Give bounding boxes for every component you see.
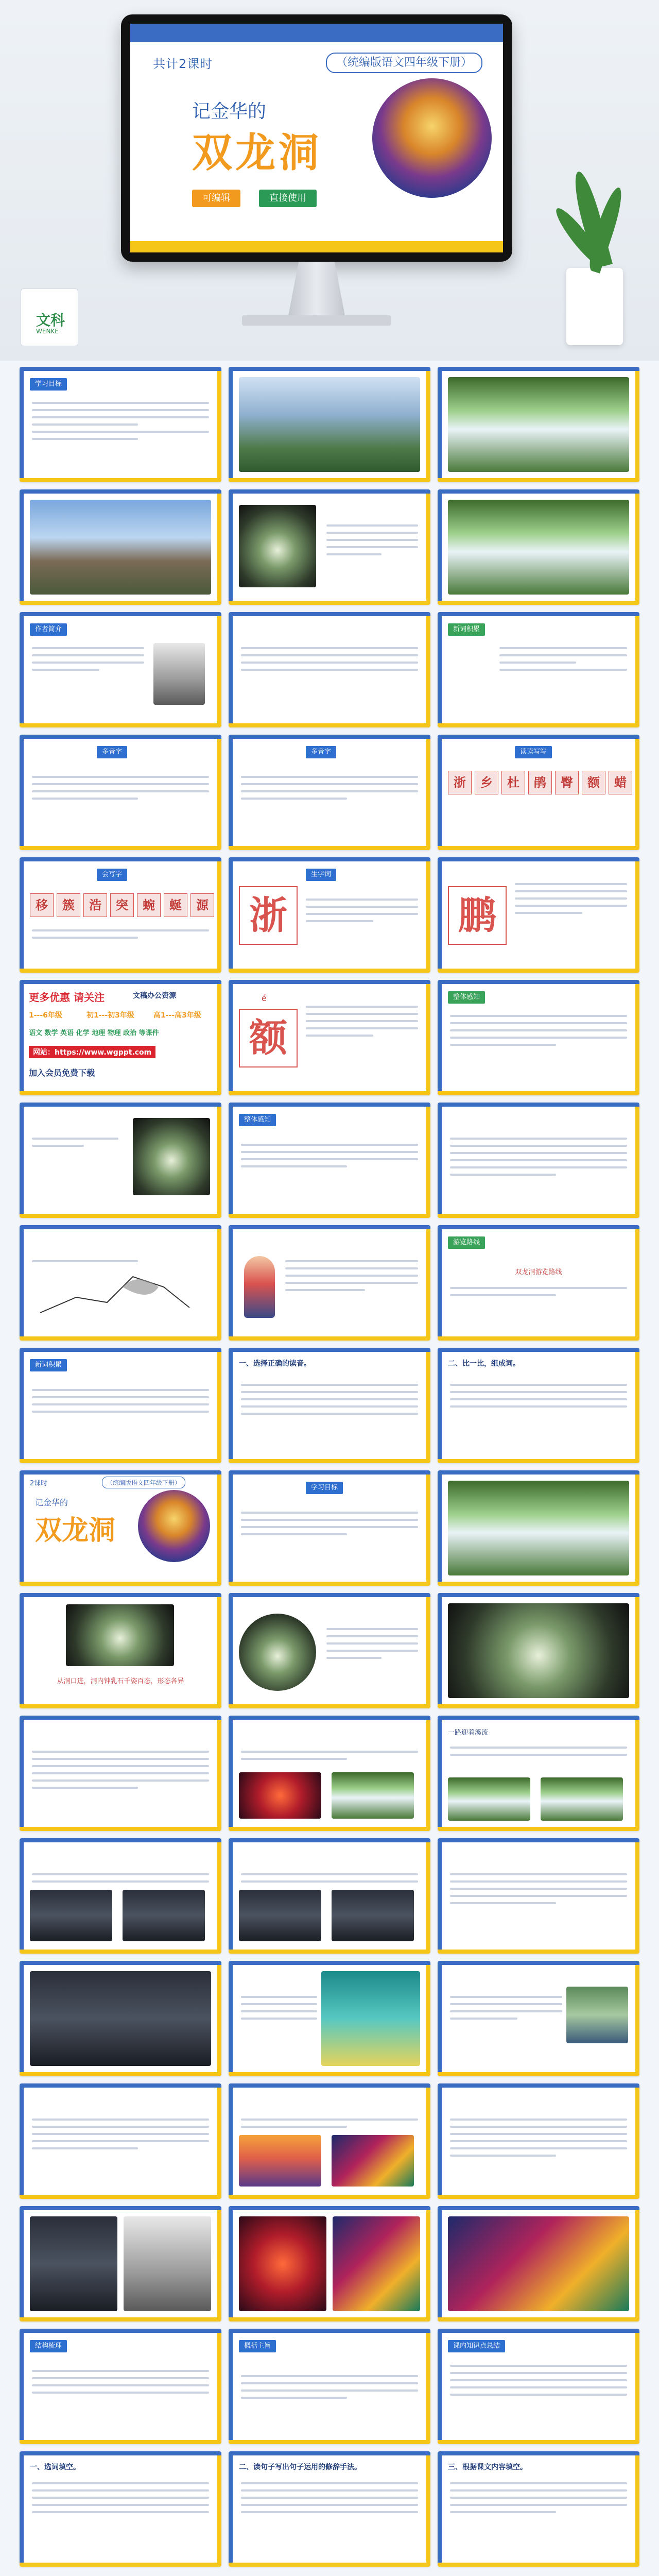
promo-title: 更多优惠 请关注 (29, 991, 105, 1004)
neon-cave-photo-1 (239, 2216, 326, 2311)
stream-photo (332, 1772, 414, 1819)
stalactite-photo-2 (124, 2216, 211, 2311)
section2-title: 二、比一比，组成词。 (448, 1360, 520, 1368)
char-cell: 突 (110, 893, 134, 917)
grade-primary: 1---6年级 (29, 1011, 62, 1020)
tag-learning-goal: 学习目标 (30, 378, 67, 391)
slide-cave-outer[interactable] (229, 1593, 430, 1708)
slide-boat-tunnel[interactable] (20, 1961, 221, 2076)
outer-cave-photo-3 (239, 1890, 321, 1941)
slide-cave-entrance[interactable] (20, 1593, 221, 1708)
slide-exercise-1[interactable] (20, 2451, 221, 2567)
lesson2-label: 2课时 (30, 1480, 48, 1487)
hero-section (0, 0, 659, 361)
exercise1-title: 一、选词填空。 (30, 2463, 80, 2471)
slide-text-analysis[interactable] (438, 1103, 639, 1218)
outer-cave-photo-4 (332, 1890, 414, 1941)
slide-text-2[interactable] (438, 1838, 639, 1954)
neon-cave-photo-2 (333, 2216, 420, 2311)
cover-top-bar (130, 24, 503, 42)
inner-cave-photo-2 (332, 2135, 414, 2187)
char-row (448, 771, 632, 794)
slide-char-peng[interactable] (438, 857, 639, 973)
char-row (30, 893, 214, 917)
lesson2-cave-photo (138, 1490, 210, 1562)
slide-word-groups[interactable] (20, 1348, 221, 1463)
read-line: 一路迎着溪流 (448, 1729, 489, 1737)
tag-polyphone-2: 多音字 (306, 746, 336, 758)
slide-outer-cave[interactable] (20, 1838, 221, 1954)
section1-title: 一、选择正确的读音。 (239, 1360, 311, 1368)
cover-bottom-bar (130, 241, 503, 252)
slide-learning-goal[interactable] (20, 367, 221, 482)
char-cell: 浩 (83, 893, 107, 917)
tag-char-words: 生字词 (306, 869, 336, 881)
azalea-photo (239, 1772, 321, 1819)
char-cell: 蜿 (137, 893, 161, 917)
slide-boat-ride[interactable] (229, 1961, 430, 2076)
outer-cave-photo-1 (30, 1890, 112, 1941)
exercise3-title: 三、根据课文内容填空。 (448, 2463, 527, 2471)
slide-inner-cave[interactable] (229, 2083, 430, 2199)
slide-text-1[interactable] (20, 1716, 221, 1831)
cave-cross-section (35, 1266, 200, 1323)
big-char-zhe: 浙 (239, 886, 298, 945)
char-cell: 簇 (57, 893, 80, 917)
stream-photo (448, 500, 629, 595)
grade-junior: 初1---初3年级 (86, 1011, 134, 1020)
cave-entrance-photo (66, 1604, 174, 1666)
cover-title: 双龙洞 (192, 130, 322, 176)
slide-photo-mountain[interactable] (229, 367, 430, 482)
tag-word: 新词积累 (448, 623, 485, 636)
char-cell: 鹃 (528, 771, 552, 794)
slide-teacher[interactable] (229, 1225, 430, 1341)
slide-diagram[interactable] (20, 1225, 221, 1341)
tag-groups: 新词积累 (30, 1359, 67, 1371)
lesson2-title: 双龙洞 (35, 1515, 116, 1546)
monitor (121, 14, 512, 262)
slide-choose-pronunciation[interactable] (229, 1348, 430, 1463)
slide-outer-cave-2[interactable] (229, 1838, 430, 1954)
monitor-stand (281, 262, 353, 318)
slide-char-e[interactable] (229, 980, 430, 1095)
grade-senior: 高1---高3年级 (153, 1011, 201, 1020)
promo-join[interactable]: 加入会员免费下载 (29, 1068, 95, 1078)
slide-knowledge[interactable] (438, 2329, 639, 2444)
slide-text-3[interactable] (20, 2083, 221, 2199)
tag-overview: 整体感知 (448, 991, 485, 1004)
slide-route-map[interactable] (20, 1103, 221, 1218)
slide-cave-intro[interactable] (229, 489, 430, 605)
edition-badge: （统编版语文四年级下册） (326, 53, 482, 73)
slide-polyphone-2[interactable] (229, 735, 430, 850)
promo-site-link[interactable]: 网站：https://www.wgppt.com (29, 1046, 155, 1058)
direct-use-button[interactable]: 直接使用 (259, 190, 317, 207)
stream-photo-2 (541, 1777, 623, 1821)
char-cell: 蜒 (164, 893, 187, 917)
char-cell: 源 (190, 893, 214, 917)
cave-photo (239, 505, 316, 587)
slide-stalactite[interactable] (20, 2206, 221, 2321)
slide-photo-cliff[interactable] (438, 1470, 639, 1586)
slide-neon-cave-wide[interactable] (438, 2206, 639, 2321)
plant-pot (566, 268, 623, 345)
inner-cave-photo-1 (239, 2135, 321, 2187)
route-center: 双龙洞游览路线 (515, 1268, 562, 1276)
tag-read: 读读写写 (515, 746, 552, 758)
slide-lesson2-cover[interactable] (20, 1470, 221, 1586)
slide-boat[interactable] (438, 1961, 639, 2076)
lesson-count: 共计2课时 (153, 57, 213, 71)
slide-write-chars[interactable] (20, 857, 221, 973)
slide-pinyin-words[interactable] (229, 612, 430, 727)
brand-logo-sub: WENKE (36, 328, 59, 335)
teacher-illustration (244, 1256, 275, 1318)
cover-subtitle: 记金华的 (192, 101, 267, 122)
slide-compare[interactable] (438, 1348, 639, 1463)
stalactite-photo-1 (30, 2216, 117, 2311)
tag-pattern: 课内知识点总结 (448, 2340, 505, 2352)
boat-tunnel-photo (30, 1971, 211, 2066)
tag-goal: 学习目标 (306, 1482, 343, 1494)
slide-char-zhe[interactable] (229, 857, 430, 973)
big-char-peng: 鹏 (448, 886, 507, 945)
cover-slide[interactable] (130, 24, 503, 252)
lesson2-edition: （统编版语文四年级下册） (102, 1477, 185, 1488)
tag-route: 游览路线 (448, 1236, 485, 1249)
tag-author: 作者简介 (30, 623, 67, 636)
slide-summary[interactable] (229, 2329, 430, 2444)
water-photo (321, 1971, 420, 2066)
neon-cave-photo-3 (448, 2216, 629, 2311)
promo-subjects: 语文 数学 英语 化学 地理 物理 政治 等课件 (29, 1029, 159, 1037)
author-portrait (153, 643, 205, 705)
char-cell: 额 (582, 771, 605, 794)
waterfall-photo (448, 377, 629, 472)
outer-cave-photo (239, 1614, 316, 1691)
lesson2-subtitle: 记金华的 (35, 1498, 68, 1507)
monitor-base (242, 315, 391, 326)
inside-cave-photo (448, 1603, 629, 1698)
slide-lesson2-goal[interactable] (229, 1470, 430, 1586)
editable-button[interactable]: 可编辑 (192, 190, 240, 207)
brand-logo: 文科 (36, 312, 65, 329)
promo-brand: 文稿办公资源 (133, 992, 176, 1000)
slide-azalea[interactable] (229, 1716, 430, 1831)
char-cell: 蜡 (609, 771, 632, 794)
slide-neon-cave[interactable] (229, 2206, 430, 2321)
slide-exercise-2[interactable] (229, 2451, 430, 2567)
char-cell: 乡 (475, 771, 498, 794)
slide-author[interactable] (20, 612, 221, 727)
char-cell: 臀 (555, 771, 579, 794)
slide-word-accumulate[interactable] (438, 612, 639, 727)
explore-caption: 从洞口进，洞内钟乳石千姿百态，形态各异 (57, 1677, 184, 1685)
slide-photo-inside[interactable] (438, 1593, 639, 1708)
slide-polyphone[interactable] (20, 735, 221, 850)
cave-entrance-photo (133, 1118, 210, 1195)
slide-promo[interactable] (20, 980, 221, 1095)
boat-photo (566, 1987, 628, 2043)
slide-stream-path[interactable] (438, 1716, 639, 1831)
slide-overview[interactable] (438, 980, 639, 1095)
big-char-e: 额 (239, 1009, 298, 1067)
char-cell: 移 (30, 893, 54, 917)
slide-route[interactable] (438, 1225, 639, 1341)
slide-photo-waterfall[interactable] (438, 367, 639, 482)
slide-text-4[interactable] (438, 2083, 639, 2199)
tag-summary: 概括主旨 (239, 2340, 276, 2352)
char-e-pinyin: é (262, 993, 267, 1003)
great-wall-photo (30, 500, 211, 595)
slide-read-write[interactable] (438, 735, 639, 850)
slide-photo-wall[interactable] (20, 489, 221, 605)
tag-structure: 结构梳理 (30, 2340, 67, 2352)
char-cell: 浙 (448, 771, 472, 794)
tag-overview-2: 整体感知 (239, 1114, 276, 1126)
cliff-photo (448, 1481, 629, 1575)
stream-photo-1 (448, 1777, 530, 1821)
slide-photo-stream[interactable] (438, 489, 639, 605)
slide-exercise-3[interactable] (438, 2451, 639, 2567)
slide-structure[interactable] (20, 2329, 221, 2444)
exercise2-title: 二、读句子写出句子运用的修辞手法。 (239, 2463, 361, 2471)
tag-write: 会写字 (97, 869, 127, 881)
char-cell: 杜 (501, 771, 525, 794)
mountain-photo (239, 377, 420, 472)
cave-photo (372, 78, 492, 198)
slide-overview-2[interactable] (229, 1103, 430, 1218)
tag-polyphone: 多音字 (97, 746, 127, 758)
outer-cave-photo-2 (123, 1890, 205, 1941)
